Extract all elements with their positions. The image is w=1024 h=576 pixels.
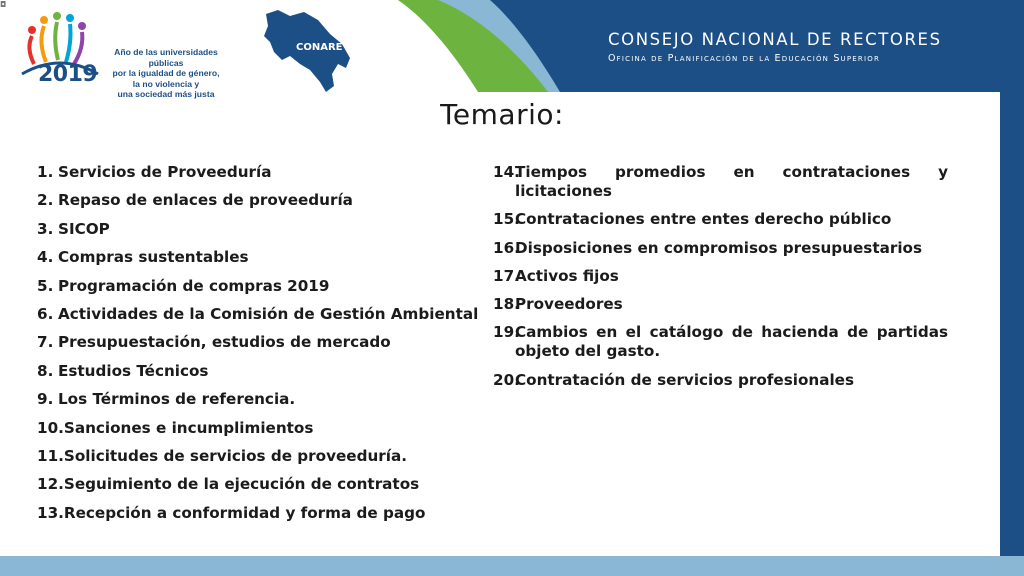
item-number: 3. [37,219,54,238]
item-text: Presupuestación, estudios de mercado [58,333,391,352]
item-number: 12. [37,475,64,494]
item-number: 11. [37,446,64,465]
list-item [493,267,948,286]
item-number: 8. [37,361,54,380]
slide-title: Temario: [440,98,564,131]
list-item [37,191,485,219]
list-item [493,295,948,314]
topics-list-right [493,163,948,399]
item-number: 5. [37,276,54,295]
item-text: Activos fijos [515,266,619,285]
item-text: Estudios Técnicos [58,361,209,380]
item-text: Servicios de Proveeduría [58,163,272,181]
item-text: Solicitudes de servicios de proveeduría. [63,446,407,465]
item-text: Los Términos de referencia. [58,390,296,409]
list-item [37,277,485,305]
list-item [37,248,485,276]
item-text: Actividades de la Comisión de Gestión Ambiental [58,304,479,323]
list-item [37,305,485,333]
list-item [37,504,485,532]
conare-label: CONARE [296,42,343,53]
item-number: 17. [493,266,520,285]
list-item [37,362,485,390]
item-text: Compras sustentables [58,248,249,267]
item-number: 1. [37,163,54,181]
item-text: Recepción a conformidad y forma de pago [63,503,426,522]
item-number: 7. [37,333,54,352]
item-text: Cambios en el catálogo de hacienda de partidas objeto del gasto. [515,323,948,361]
item-number: 14. [493,163,520,181]
item-number: 6. [37,304,54,323]
logo-caption-line: una sociedad más justa [117,89,215,100]
list-item [37,475,485,503]
item-number: 13. [37,503,64,522]
item-text: Seguimiento de la ejecución de contratos [63,475,420,494]
list-item [493,323,948,361]
item-text: SICOP [58,219,110,238]
item-number: 18. [493,295,520,314]
bottom-accent-bar [0,556,1024,576]
logo-year: 2019 [38,62,98,87]
item-number: 2. [37,191,54,210]
item-text: Tiempos promedios en contrataciones y licitaciones [515,163,948,200]
logo-caption [98,47,234,100]
list-item [493,210,948,229]
org-office: Oficina de Planificación de la Educación Superior [608,53,881,64]
logo-caption-line: la no violencia y [132,78,200,89]
conare-map-logo [260,6,356,96]
item-number: 19. [493,323,520,342]
logo-caption-line: por la igualdad de género, [112,68,220,79]
logo-caption-line: Año de las universidades públicas [114,47,218,68]
item-number: 16. [493,238,520,257]
item-text: Repaso de enlaces de proveeduría [58,191,353,210]
topics-list-left [37,163,485,532]
list-item [493,239,948,258]
item-text: Programación de compras 2019 [58,276,330,295]
item-number: 9. [37,390,54,409]
item-number: 20. [493,370,520,389]
list-item [37,390,485,418]
list-item [493,371,948,390]
list-item [37,220,485,248]
item-number: 10. [37,418,64,437]
item-number: 15. [493,210,520,229]
org-name: CONSEJO NACIONAL DE RECTORES [608,30,942,49]
list-item [37,447,485,475]
item-text: Contrataciones entre entes derecho público [515,210,892,229]
list-item [493,163,948,201]
item-text: Sanciones e incumplimientos [63,418,314,437]
item-number: 4. [37,248,54,267]
list-item [37,419,485,447]
small-corner-icon: ◘ [0,0,7,9]
item-text: Contratación de servicios profesionales [515,370,854,389]
item-text: Disposiciones en compromisos presupuestarios [515,238,922,257]
right-accent-bar [1000,92,1024,556]
list-item [37,163,485,191]
list-item [37,333,485,361]
item-text: Proveedores [515,295,623,314]
